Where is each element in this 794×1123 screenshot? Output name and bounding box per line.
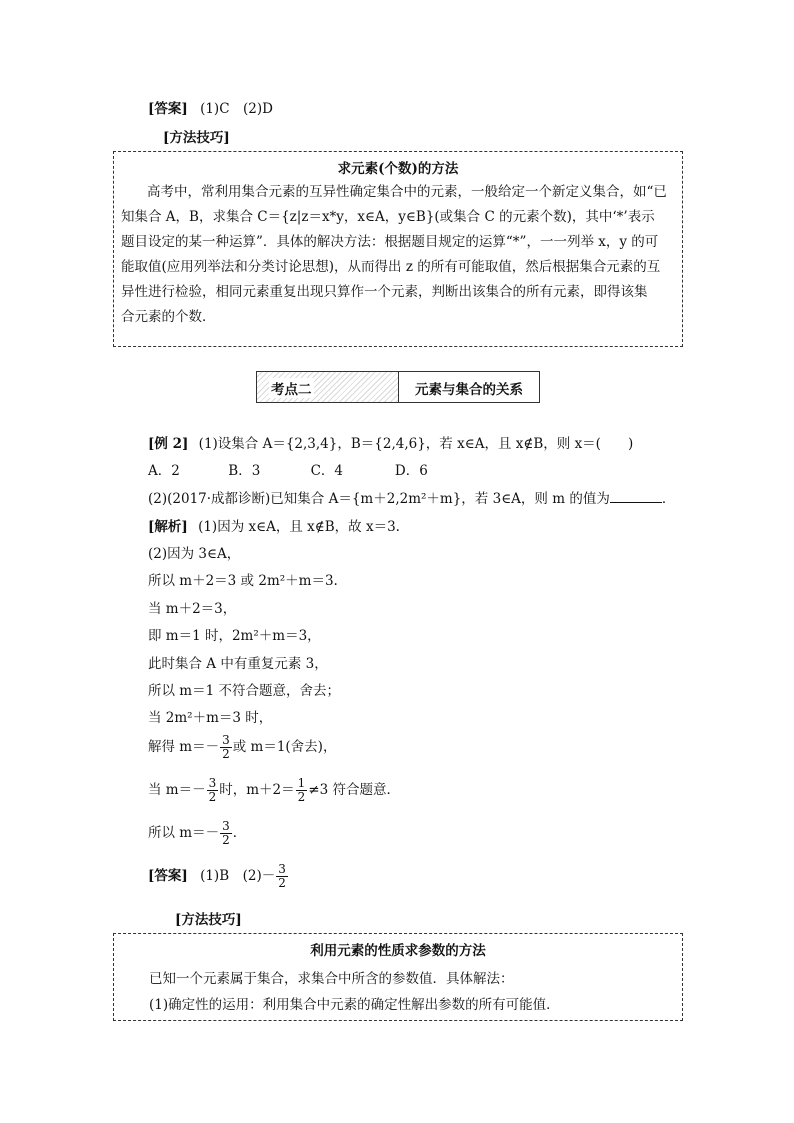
solution-line: 此时集合 A 中有重复元素 3， <box>148 656 328 672</box>
answer-text: (1)C (2)D <box>200 101 273 117</box>
option-a: A．2 <box>148 463 180 479</box>
example-label: [例 2] <box>148 436 189 452</box>
example-question-1 <box>148 432 633 452</box>
answer-1 <box>148 97 273 117</box>
box-line: 知集合 A，B，求集合 C＝{z|z＝x*y，x∈A，y∈B}(或集合 C 的元素个数)，其中‘*’表示 <box>121 209 655 225</box>
fraction: $\frac{3}{2}$ <box>208 776 217 804</box>
example-question-2: (2)(2017·成都诊断)已知集合 A＝{m＋2,2m²＋m}，若 3∈A，则 m 的值为 ． <box>148 491 676 507</box>
fraction: $\frac{3}{2}$ <box>222 819 230 847</box>
method-label-1: [方法技巧] <box>163 130 230 146</box>
answer-blank <box>610 490 662 503</box>
answer-2: [答案] (1)B (2)－ $\frac{3}{2}$ <box>148 862 286 890</box>
option-c: C．4 <box>310 463 344 479</box>
fraction: $\frac{3}{2}$ <box>278 862 286 890</box>
solution-line: [解析] (1)因为 x∈A，且 x∉B，故 x＝3. <box>148 519 400 535</box>
box-line: 题目设定的某一种运算”．具体的解决方法：根据题目规定的运算“*”，一一列举 x，y 的可 <box>121 234 659 250</box>
box-line: 能取值(应用列举法和分类讨论思想)，从而得出 z 的所有可能取值，然后根据集合元素的互 <box>121 259 661 275</box>
solution-line: 所以 m＋2＝3 或 2m²＋m＝3. <box>148 573 338 589</box>
box-line: 已知一个元素属于集合，求集合中所含的参数值．具体解法： <box>149 971 514 987</box>
box-title: 利用元素的性质求参数的方法 <box>310 943 486 959</box>
box-line: 高考中，常利用集合元素的互异性确定集合中的元素，一般给定一个新定义集合，如“已 <box>147 184 667 200</box>
solution-label: [解析] <box>148 519 188 535</box>
box-line: (1)确定性的运用：利用集合中元素的确定性解出参数的所有可能值． <box>149 997 560 1013</box>
box-title: 求元素(个数)的方法 <box>337 161 459 177</box>
fraction: $\frac{1}{2}$ <box>297 776 306 804</box>
question-2-text: (2)(2017·成都诊断)已知集合 A＝{m＋2,2m²＋m}，若 3∈A，则 m 的值为 <box>148 491 610 507</box>
box-line: 异性进行检验，相同元素重复出现只算作一个元素，判断出该集合的所有元素，即得该集 <box>121 284 648 300</box>
box-body <box>121 180 677 330</box>
section-number: 考点二 <box>257 372 399 402</box>
method-box-1 <box>113 151 683 347</box>
solution-line: 当 m＋2＝3， <box>148 601 237 617</box>
solution-line: 解得 m＝－ $\frac{3}{2}$ 或 m＝1(舍去)， <box>148 733 337 761</box>
solution-line: 即 m＝1 时，2m²＋m＝3， <box>148 628 321 644</box>
option-b: B．3 <box>228 463 261 479</box>
solution-line: 当 m＝－ $\frac{3}{2}$ 时，m＋2＝ $\frac{1}{2}$ ≠3 符合题意． <box>148 776 400 804</box>
section-title: 元素与集合的关系 <box>415 382 523 398</box>
solution-line: (2)因为 3∈A， <box>148 546 241 562</box>
question-1-text: (1)设集合 A＝{2,3,4}，B＝{2,4,6}，若 x∈A，且 x∉B，则 x＝( ) <box>198 436 634 452</box>
solution-line: 所以 m＝1 不符合题意，舍去； <box>148 683 340 699</box>
box-line: 合元素的个数． <box>121 309 216 325</box>
options-row <box>148 459 428 479</box>
solution-line: 当 2m²＋m＝3 时， <box>148 710 273 726</box>
section-header <box>256 371 540 403</box>
fraction: $\frac{3}{2}$ <box>222 733 230 761</box>
answer-label: [答案] <box>148 868 188 884</box>
solution-line: 所以 m＝－ $\frac{3}{2}$ ． <box>148 819 247 847</box>
option-d: D．6 <box>394 463 428 479</box>
answer-label: [答案] <box>148 101 188 117</box>
method-label-2: [方法技巧] <box>175 912 242 928</box>
method-box-2 <box>113 933 683 1021</box>
